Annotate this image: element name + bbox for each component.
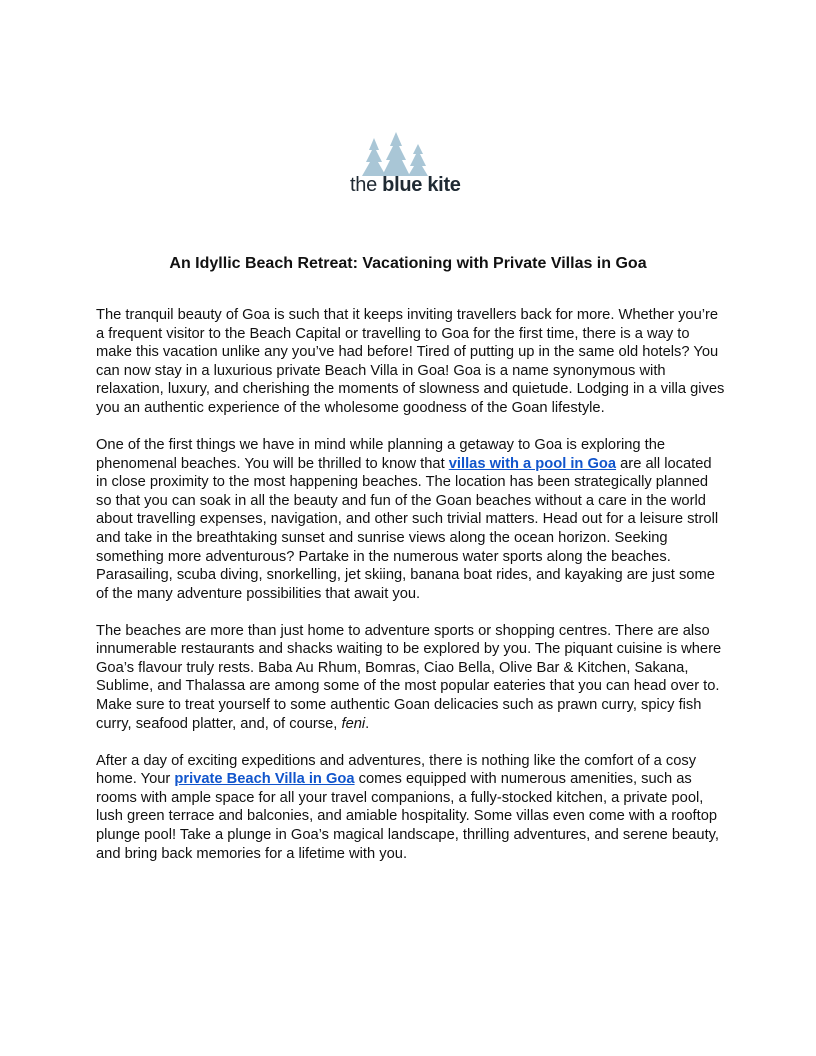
paragraph-text: One of the first things we have in mind while planning a getaway to Goa is exploring the phenomenal beaches. You will be thrilled to know that [96,436,666,472]
pine-trees-icon [356,132,446,178]
page-title: An Idyllic Beach Retreat: Vacationing with Private Villas in Goa [169,255,647,272]
logo-wordmark [350,174,461,197]
paragraph-text: After a day of exciting expeditions and adventures, there is nothing like the comfort of a cosy home. Your [96,752,697,788]
logo-word-the: the [350,174,377,196]
paragraph-text: comes equipped with numerous amenities, such as rooms with ample space for all your travel companions, a fully-stocked kitchen, a private pool, lush green terrace and balconies, and amiable hospitality. Some villas even come with a rooftop plunge pool! Take a plunge in Goa’s magical landscape, thrilling adventures, and serene beauty, and bring back memories for a lifetime with you. [96,771,720,862]
feni-italic-text: feni [341,715,366,732]
paragraph-text: . [365,715,370,732]
paragraph-text: are all located in close proximity to the most happening beaches. The location has been strategically planned so that you can soak in all the beauty and fun of the Goan beaches without a care in the world about travelling expenses, navigation, and other such trivial matters. Head out for a leisure stroll and take in the breathtaking sunset and sunrise views along the ocean horizon. Seeking something more adventurous? Partake in the numerous water sports along the beaches. Parasailing, scuba diving, snorkelling, jet skiing, banana boat rides, and kayaking are just some of the many adventure possibilities that await you. [96,455,719,602]
article-body [96,306,726,882]
logo-word-blue: blue [382,174,423,196]
paragraph-intro: The tranquil beauty of Goa is such that it keeps inviting travellers back for more. Whether you’re a frequent visitor to the Beach Capital or travelling to Goa for the first time, there is a way to make this vacation unlike any you’ve had before! Tired of putting up in the same old hotels? You can now stay in a luxurious private Beach Villa in Goa! Goa is a name synonymous with relaxation, luxury, and cherishing the moments of slowness and quietude. Lodging in a villa gives you an authentic experience of the wholesome goodness of the Goan lifestyle. [96,307,725,416]
paragraph-amenities [96,752,726,864]
paragraph-beaches [96,436,726,603]
brand-logo [340,132,480,198]
paragraph-text: The beaches are more than just home to adventure sports or shopping centres. There are also innumerable restaurants and shacks waiting to be explored by you. The piquant cuisine is where Goa’s flavour truly rests. Baba Au Rhum, Bomras, Ciao Bella, Olive Bar & Kitchen, Sakana, Sublime, and Thalassa are among some of the most popular eateries that you can head over to. Make sure to treat yourself to some authentic Goan delicacies such as prawn curry, spicy fish curry, seafood platter, and, of course, [96,622,722,732]
villas-with-pool-link[interactable]: villas with a pool in Goa [448,455,617,472]
private-beach-villa-link[interactable]: private Beach Villa in Goa [174,771,355,788]
paragraph-cuisine [96,622,726,734]
logo-word-kite: kite [427,174,461,196]
